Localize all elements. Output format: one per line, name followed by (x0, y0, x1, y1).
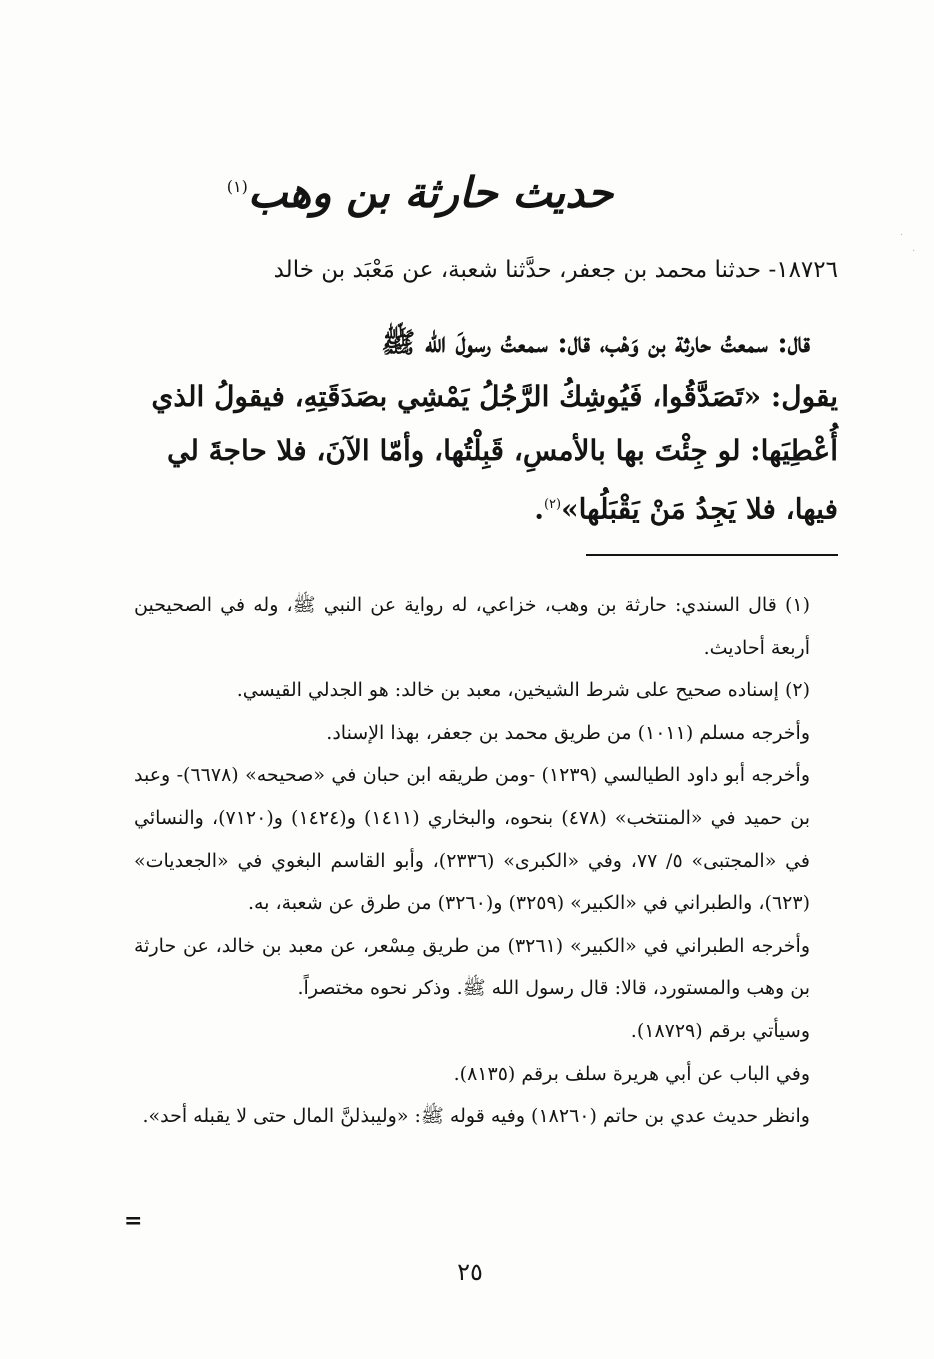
footnote-paragraph: وفي الباب عن أبي هريرة سلف برقم (٨١٣٥). (453, 1062, 810, 1085)
hadith-title-text: حديث حارثة بن وهب (247, 168, 614, 217)
matn-last-line (134, 478, 838, 536)
continuation-mark: = (124, 1208, 143, 1234)
matn-line: أُعْطِيَها: لو جِئْتَ بها بالأمسِ، قَبِلْتُها، وأمّا الآنَ، فلا حاجةَ لي (167, 434, 838, 467)
footnote-paragraph: وسيأتي برقم (١٨٧٢٩). (630, 1019, 810, 1042)
footnote-paragraph: (١) قال السندي: حارثة بن وهب، خزاعي، له رواية عن النبي ﷺ، وله في الصحيحين أربعة أحاديث. (134, 594, 811, 659)
footnotes (134, 584, 838, 1138)
matn-footnote-marker: (٢) (543, 497, 562, 512)
footnote-paragraph: وأخرجه مسلم (١٠١١) من طريق محمد بن جعفر، بهذا الإسناد. (326, 721, 810, 744)
footnote-paragraph: وانظر حديث عدي بن حاتم (١٨٢٦٠) وفيه قوله ﷺ: «وليبذلنَّ المال حتى لا يقبله أحد». (142, 1105, 810, 1128)
scan-speck: · (900, 230, 904, 241)
hadith-isnad: ١٨٧٢٦- حدثنا محمد بن جعفر، حدَّثنا شعبة، عن مَعْبَد بن خالد (273, 257, 838, 283)
matn-line: قال: سمعتُ حارثة بن وَهْب، قال: سمعتُ رسولَ الله ﷺ (381, 326, 810, 359)
matn-end: . (534, 492, 544, 526)
scan-speck: · (912, 246, 916, 257)
footnote-paragraph: وأخرجه الطبراني في «الكبير» (٣٢٦١) من طريق مِسْعر، عن معبد بن خالد، عن حارثة بن وهب والمستورد، قالا: قال رسول الله ﷺ. وذكر نحوه مختصراً. (134, 934, 810, 1000)
hadith-title (180, 168, 660, 217)
matn-line: فيها، فلا يَجِدُ مَنْ يَقْبَلُها» (561, 492, 838, 526)
title-footnote-marker: (١) (226, 177, 248, 196)
hadith-matn (134, 316, 838, 536)
footnote-paragraph: (٢) إسناده صحيح على شرط الشيخين، معبد بن خالد: هو الجدلي القيسي. (236, 679, 810, 702)
footnote-separator (586, 554, 838, 556)
matn-line: يقول: «تَصَدَّقُوا، فَيُوشِكُ الرَّجُلُ يَمْشِي بصَدَقَتِهِ، فيقولُ الذي (151, 380, 838, 413)
page-number: ٢٥ (457, 1258, 483, 1286)
footnote-paragraph: وأخرجه أبو داود الطيالسي (١٢٣٩) -ومن طريقه ابن حبان في «صحيحه» (٦٦٧٨)- وعبد بن حميد في «المنتخب» (٤٧٨) بنحوه، والبخاري (١٤١١) و(١٤٢٤) و(٧١٢٠)، والنسائي في «المجتبى» ٥/ ٧٧، وفي «الكبرى» (٢٣٣٦)، وأبو القاسم البغوي في «الجعديات» (٦٢٣)، والطبراني في «الكبير» (٣٢٥٩) و(٣٢٦٠) من طرق عن شعبة، به. (134, 764, 811, 915)
